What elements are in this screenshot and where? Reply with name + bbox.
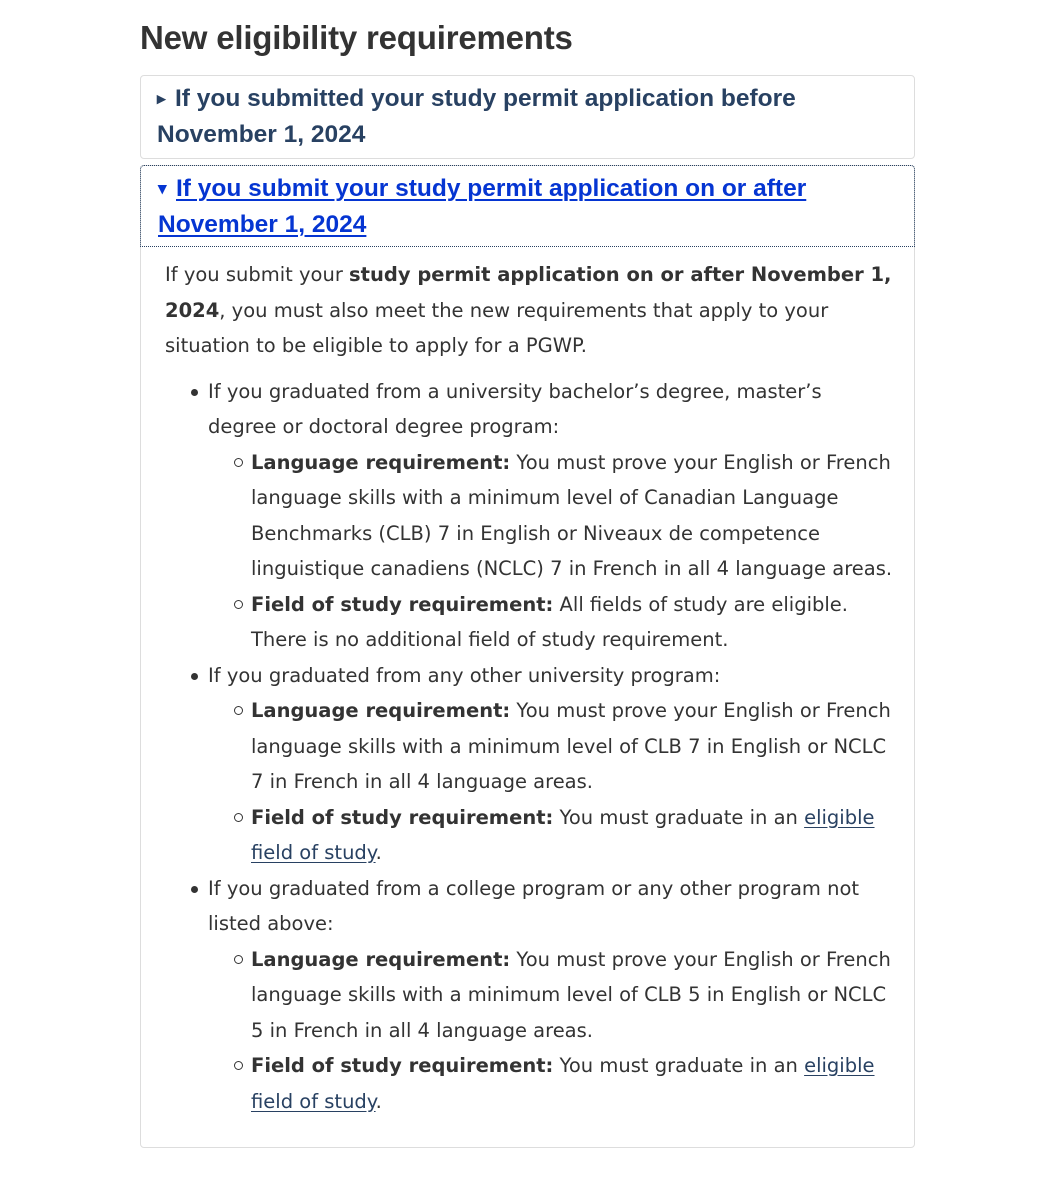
list-item — [251, 1048, 896, 1119]
requirement-text: You must prove your English or French language skills with a minimum level of CLB 7 in English or NCLC 7 in French in all 4 language areas. — [251, 699, 891, 793]
requirement-text-end: . — [375, 841, 382, 864]
requirement-text-end: . — [375, 1089, 382, 1113]
caret-right-icon: ▸ — [157, 89, 166, 108]
list-item — [208, 871, 896, 1120]
accordion-title: If you submitted your study permit application before November 1, 2024 — [157, 85, 796, 148]
accordion-title: If you submit your study permit application on or after November 1, 2024 — [158, 175, 807, 238]
requirement-text: You must prove your English or French language skills with a minimum level of CLB 5 in English or NCLC 5 in French in all 4 language areas. — [251, 947, 891, 1042]
section-heading: New eligibility requirements — [140, 19, 573, 56]
program-list — [165, 374, 896, 1120]
list-item — [208, 374, 896, 658]
requirement-list — [208, 693, 896, 871]
requirement-list — [208, 445, 896, 658]
accordion-panel-after — [140, 165, 915, 1148]
requirement-text: You must graduate in an — [553, 805, 805, 829]
requirement-label: Language requirement: — [251, 450, 511, 474]
accordion-panel-before — [140, 75, 915, 159]
requirement-list — [208, 942, 896, 1120]
intro-text: If you submit your — [165, 263, 350, 286]
requirement-label: Field of study requirement: — [251, 592, 554, 616]
list-item — [251, 587, 896, 658]
eligible-field-of-study-link[interactable]: eligible field of study — [251, 1054, 875, 1113]
requirement-text: You must graduate in an — [553, 1054, 805, 1077]
requirement-text: All fields of study are eligible. There is no additional field of study requirement. — [251, 592, 848, 651]
program-type-label: If you graduated from any other university program: — [208, 663, 721, 687]
intro-paragraph — [165, 257, 896, 364]
requirement-label: Field of study requirement: — [251, 1054, 554, 1077]
requirement-label: Field of study requirement: — [251, 805, 554, 829]
main-content — [140, 14, 915, 1148]
accordion-body — [141, 247, 914, 1147]
caret-down-icon: ▾ — [158, 179, 167, 198]
accordion-toggle-after[interactable] — [140, 165, 915, 247]
program-type-label: If you graduated from a college program or any other program not listed above: — [208, 876, 860, 935]
list-item — [251, 800, 896, 871]
list-item — [251, 693, 896, 800]
list-item — [251, 942, 896, 1049]
requirement-label: Language requirement: — [251, 699, 511, 722]
eligible-field-of-study-link[interactable]: eligible field of study — [251, 805, 875, 864]
list-item — [208, 658, 896, 871]
requirement-text: You must prove your English or French language skills with a minimum level of Canadian Language Benchmarks (CLB) 7 in English or Niveaux de competence linguistique canadiens (NCLC) 7 in French in all 4 language areas. — [251, 450, 893, 580]
intro-text-end: , you must also meet the new requirements that apply to your situation to be eligible to apply for a PGWP. — [165, 298, 829, 357]
requirement-label: Language requirement: — [251, 947, 511, 971]
list-item — [251, 445, 896, 587]
program-type-label: If you graduated from a university bachelor’s degree, master’s degree or doctoral degree program: — [208, 379, 822, 438]
intro-bold-text: study permit application on or after November 1, 2024 — [165, 263, 892, 322]
accordion-toggle-before[interactable] — [141, 76, 914, 158]
